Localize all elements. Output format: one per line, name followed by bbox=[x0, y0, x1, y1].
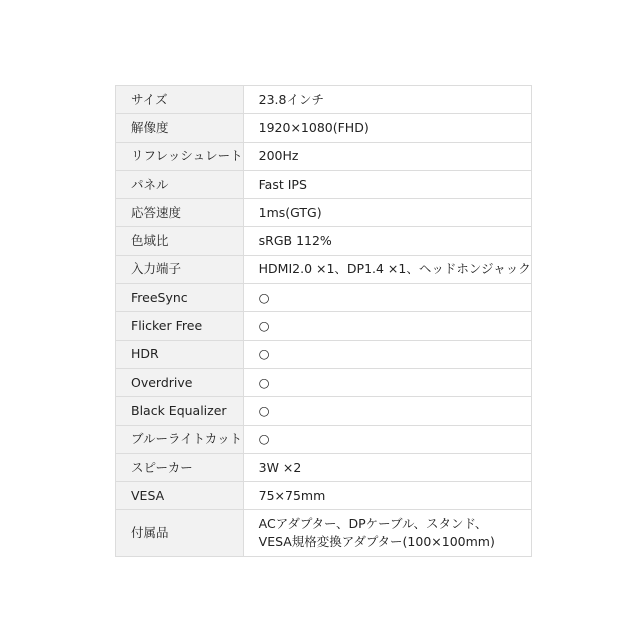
spec-table-body bbox=[116, 86, 532, 557]
spec-label: Flicker Free bbox=[116, 312, 244, 340]
spec-value: 200Hz bbox=[243, 142, 531, 170]
spec-label: Overdrive bbox=[116, 368, 244, 396]
spec-value bbox=[243, 510, 531, 557]
spec-label: ブルーライトカット bbox=[116, 425, 244, 453]
spec-row-freesync bbox=[116, 284, 532, 312]
spec-value: HDMI2.0 ×1、DP1.4 ×1、ヘッドホンジャック bbox=[243, 255, 531, 283]
spec-value: 1ms(GTG) bbox=[243, 199, 531, 227]
spec-row-accessories bbox=[116, 510, 532, 557]
spec-label: FreeSync bbox=[116, 284, 244, 312]
spec-row-blue-light-cut bbox=[116, 425, 532, 453]
spec-row-speaker bbox=[116, 453, 532, 481]
spec-table bbox=[115, 85, 532, 557]
spec-row-resolution bbox=[116, 114, 532, 142]
spec-label: パネル bbox=[116, 170, 244, 198]
spec-row-refresh-rate bbox=[116, 142, 532, 170]
spec-value: ○ bbox=[243, 284, 531, 312]
spec-value-line: ACアダプター、DPケーブル、スタンド、 bbox=[258, 516, 488, 532]
spec-label: 応答速度 bbox=[116, 199, 244, 227]
spec-row-black-equalizer bbox=[116, 397, 532, 425]
spec-value: 1920×1080(FHD) bbox=[243, 114, 531, 142]
spec-value: Fast IPS bbox=[243, 170, 531, 198]
spec-value: ○ bbox=[243, 397, 531, 425]
spec-row-hdr bbox=[116, 340, 532, 368]
spec-label: 解像度 bbox=[116, 114, 244, 142]
spec-label: 付属品 bbox=[116, 510, 244, 557]
spec-value: ○ bbox=[243, 425, 531, 453]
spec-value: 23.8インチ bbox=[243, 86, 531, 114]
spec-label: スピーカー bbox=[116, 453, 244, 481]
spec-label: 色域比 bbox=[116, 227, 244, 255]
spec-value: sRGB 112% bbox=[243, 227, 531, 255]
spec-label: 入力端子 bbox=[116, 255, 244, 283]
spec-row-overdrive bbox=[116, 368, 532, 396]
spec-row-size bbox=[116, 86, 532, 114]
spec-label: Black Equalizer bbox=[116, 397, 244, 425]
spec-value: ○ bbox=[243, 312, 531, 340]
spec-label: サイズ bbox=[116, 86, 244, 114]
spec-value-line: VESA規格変換アダプター(100×100mm) bbox=[258, 534, 495, 550]
spec-value: ○ bbox=[243, 340, 531, 368]
spec-label: VESA bbox=[116, 482, 244, 510]
spec-row-flicker-free bbox=[116, 312, 532, 340]
spec-row-vesa bbox=[116, 482, 532, 510]
spec-row-response-time bbox=[116, 199, 532, 227]
spec-label: リフレッシュレート bbox=[116, 142, 244, 170]
spec-label: HDR bbox=[116, 340, 244, 368]
spec-row-panel bbox=[116, 170, 532, 198]
spec-value: ○ bbox=[243, 368, 531, 396]
spec-row-color-gamut bbox=[116, 227, 532, 255]
spec-value: 75×75mm bbox=[243, 482, 531, 510]
spec-row-input-ports bbox=[116, 255, 532, 283]
spec-value: 3W ×2 bbox=[243, 453, 531, 481]
